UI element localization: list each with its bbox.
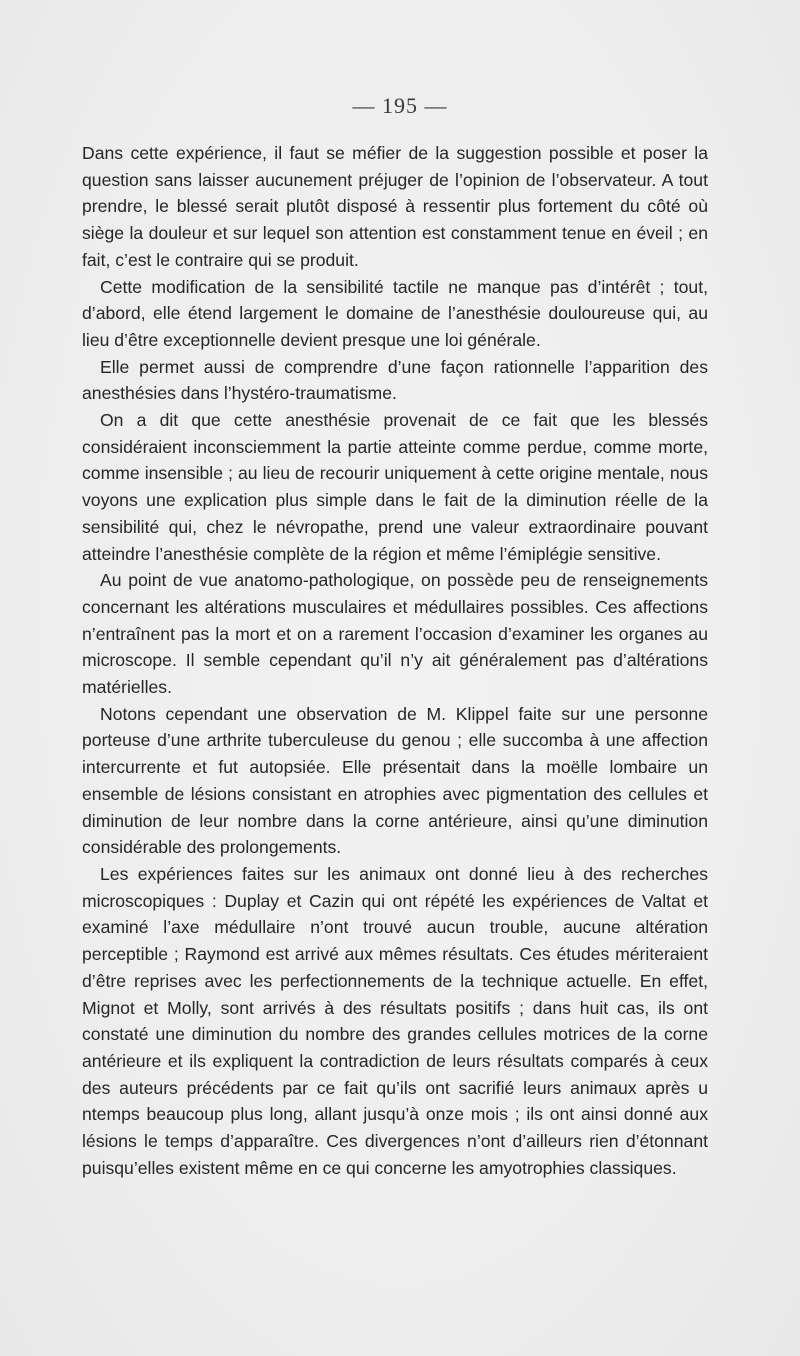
page-number: — 195 — xyxy=(352,93,448,118)
paragraph: Au point de vue anatomo-pathologique, on possède peu de renseignements concernant les altérations musculaires et médullaires possibles. Ces affections n’entraînent pas la mort et on a rarement l’occasion d’examiner les organes au microscope. Il semble cependant qu’il n’y ait généralement pas d’altérations matérielles. xyxy=(82,570,708,698)
body-text xyxy=(82,140,708,1181)
paragraph: Elle permet aussi de comprendre d’une façon rationnelle l’apparition des anesthésies dans l’hystéro-traumatisme. xyxy=(82,356,708,404)
paragraph: On a dit que cette anesthésie provenait de ce fait que les blessés considéraient inconsciemment la partie atteinte comme perdue, comme morte, comme insensible ; au lieu de recourir uniquement à cette origine mentale, nous voyons une explication plus simple dans le fait de la diminution réelle de la sensibilité qui, chez le névropathe, prend une valeur extraordinaire pouvant atteindre l’anesthésie complète de la région et même l’émiplégie sensitive. xyxy=(82,410,708,564)
paragraph: Dans cette expérience, il faut se méfier de la suggestion possible et poser la question sans laisser aucunement préjuger de l’opinion de l’observateur. A tout prendre, le blessé serait plutôt disposé à ressentir plus fortement du côté où siège la douleur et sur lequel son attention est constamment tenue en éveil ; en fait, c’est le contraire qui se produit. xyxy=(82,143,708,270)
paragraph: Les expériences faites sur les animaux ont donné lieu à des recherches microscopiques : Duplay et Cazin qui ont répété les expériences de Valtat et examiné l’axe médullaire n’ont trouvé aucun trouble, aucune altération perceptible ; Raymond est arrivé aux mêmes résultats. Ces études mériteraient d’être reprises avec les perfectionnements de la technique actuelle. En effet, Mignot et Molly, sont arrivés à des résultats positifs ; dans huit cas, ils ont constaté une diminution du nombre des grandes cellules motrices de la corne antérieure et ils expliquent la contradiction de leurs résultats comparés à ceux des auteurs précédents par ce fait qu’ils ont sacrifié leurs animaux après u ntemps beaucoup plus long, allant jusqu’à onze mois ; ils ont ainsi donné aux lésions le temps d’apparaître. Ces divergences n’ont d’ailleurs rien d’étonnant puisqu’elles existent même en ce qui concerne les amyotrophies classiques. xyxy=(82,863,708,1178)
paragraph: Notons cependant une observation de M. Klippel faite sur une personne porteuse d’une arthrite tuberculeuse du genou ; elle succomba à une affection intercurrente et fut autopsiée. Elle présentait dans la moëlle lombaire un ensemble de lésions consistant en atrophies avec pigmentation des cellules et diminution de leur nombre dans la corne antérieure, ainsi qu’une diminution considérable des prolongements. xyxy=(82,703,708,858)
paragraph: Cette modification de la sensibilité tactile ne manque pas d’intérêt ; tout, d’abord, elle étend largement le domaine de l’anesthésie douloureuse qui, au lieu d’être exceptionnelle devient presque une loi générale. xyxy=(82,276,708,350)
